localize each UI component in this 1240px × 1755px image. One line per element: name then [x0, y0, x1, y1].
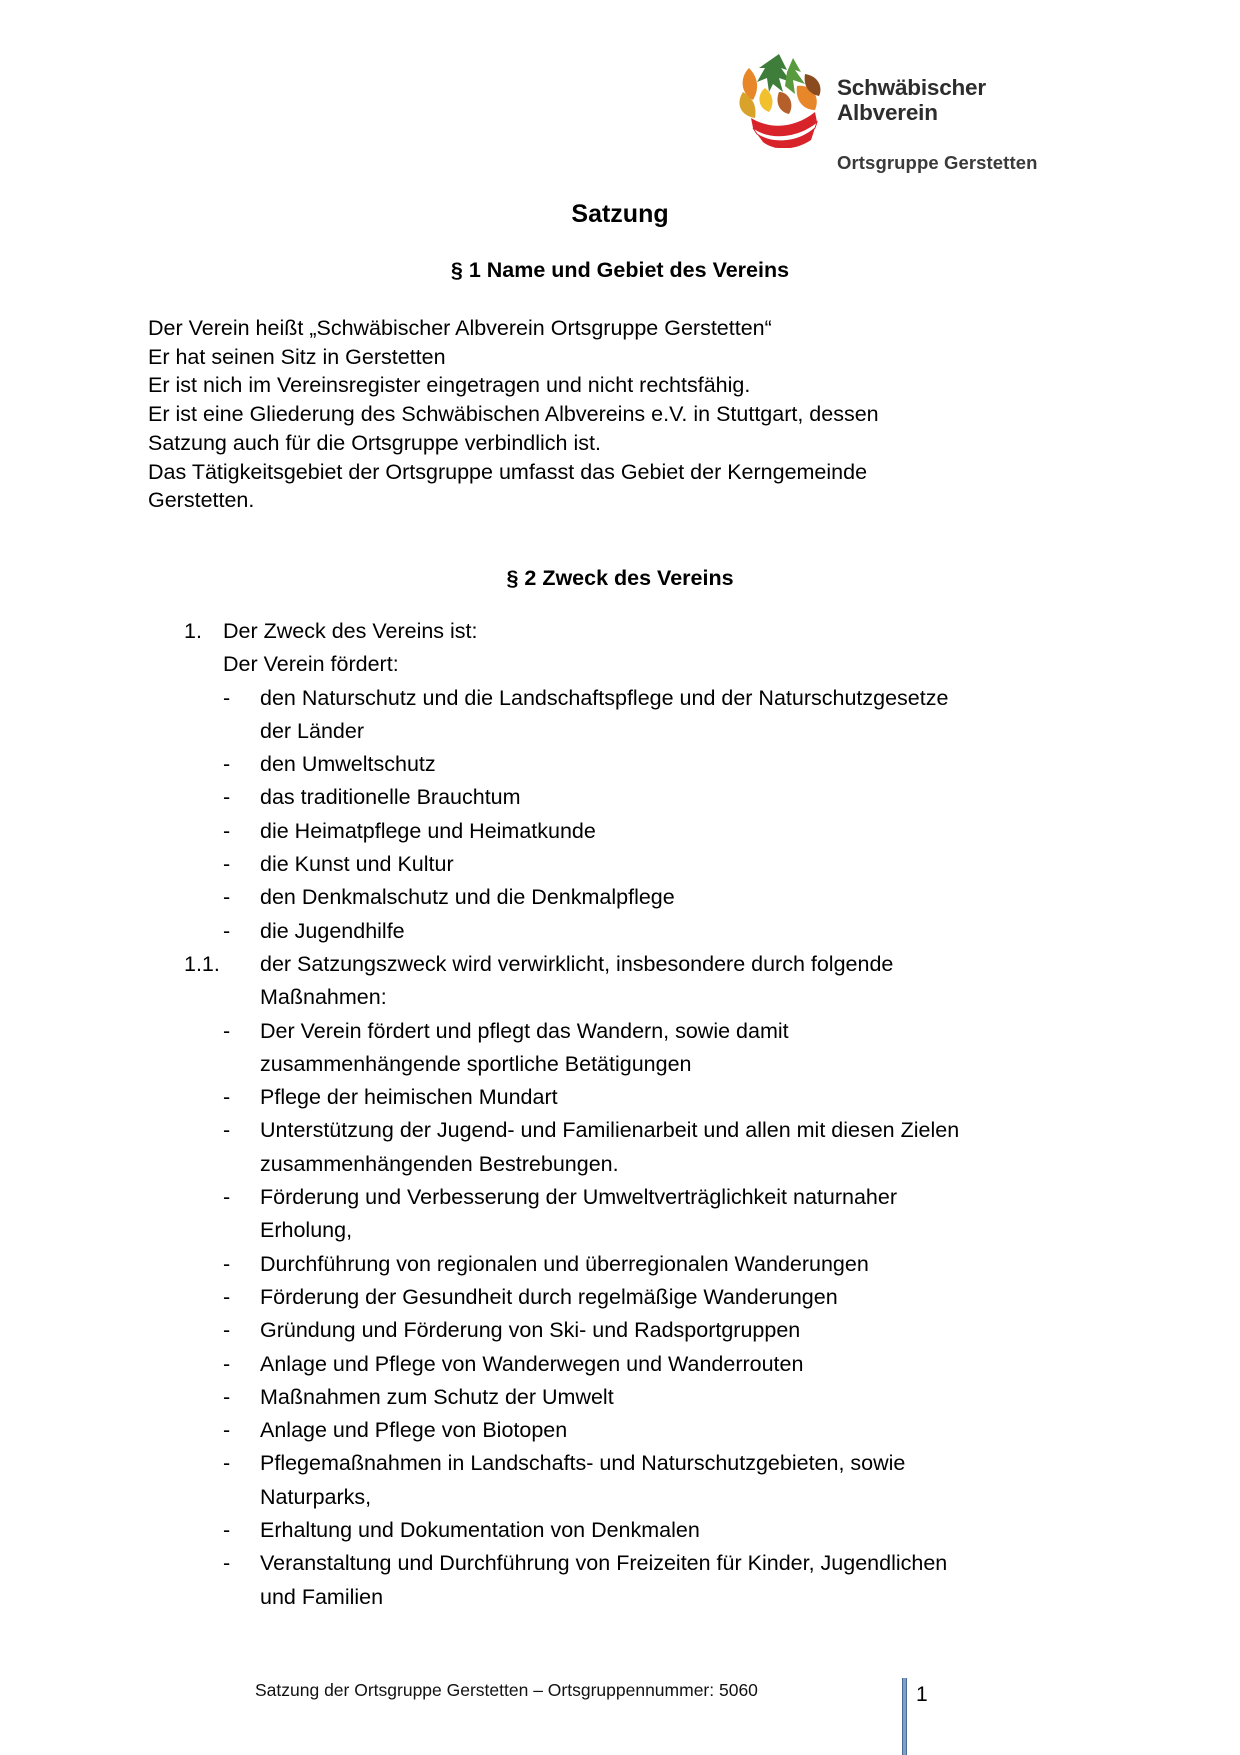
- bullet-text: Veranstaltung und Durchführung von Freizeiten für Kinder, Jugendlichen: [260, 1551, 948, 1576]
- bullet-item: [148, 1414, 1108, 1447]
- dash-marker: -: [223, 1551, 231, 1576]
- bullet-item: [148, 1281, 1108, 1314]
- section-1-line: Der Verein heißt „Schwäbischer Albverein Ortsgruppe Gerstetten“: [148, 316, 772, 340]
- bullet-text: die Heimatpflege und Heimatkunde: [260, 818, 596, 843]
- bullet-item: [148, 1348, 1108, 1381]
- bullet-text: Anlage und Pflege von Wanderwegen und Wanderrouten: [260, 1351, 804, 1376]
- bullet-text: Förderung der Gesundheit durch regelmäßige Wanderungen: [260, 1284, 838, 1309]
- bullet-item: [148, 781, 1108, 814]
- section-1-line: Gerstetten.: [148, 488, 255, 513]
- list-number: 1.: [184, 619, 202, 643]
- bullet-text: Förderung und Verbesserung der Umweltverträglichkeit naturnaher: [260, 1185, 897, 1210]
- logo-name: Schwäbischer Albverein: [837, 75, 986, 125]
- bullet-text: Erhaltung und Dokumentation von Denkmalen: [260, 1518, 700, 1543]
- measures-bullets: [148, 1015, 1108, 1614]
- bullet-text: zusammenhängenden Bestrebungen.: [260, 1151, 619, 1176]
- bullet-item-continued: [148, 1581, 1108, 1614]
- bullet-text: das traditionelle Brauchtum: [260, 785, 521, 810]
- purpose-bullets: [148, 682, 1108, 948]
- section-2-list: [148, 615, 1108, 1614]
- bullet-item: [148, 848, 1108, 881]
- list-subtext: Der Verein fördert:: [223, 652, 399, 677]
- bullet-item: [148, 682, 1108, 715]
- dash-marker: -: [223, 1318, 231, 1343]
- bullet-text: Naturparks,: [260, 1484, 372, 1509]
- bullet-item-continued: [148, 1481, 1108, 1514]
- leaf-emblem-icon: [735, 48, 825, 148]
- bullet-item: [148, 1015, 1108, 1048]
- dash-marker: -: [223, 1518, 231, 1543]
- dash-marker: -: [223, 1118, 231, 1143]
- bullet-item-continued: [148, 715, 1108, 748]
- bullet-text: Erholung,: [260, 1218, 353, 1243]
- section-1-line: Satzung auch für die Ortsgruppe verbindlich ist.: [148, 430, 601, 455]
- dash-marker: -: [223, 685, 231, 710]
- list-item-1: [148, 615, 1108, 648]
- bullet-text: Gründung und Förderung von Ski- und Radsportgruppen: [260, 1318, 801, 1343]
- footer-text: Satzung der Ortsgruppe Gerstetten – Ortsgruppennummer: 5060: [255, 1680, 758, 1700]
- list-item-text: der Satzungszweck wird verwirklicht, insbesondere durch folgende: [260, 951, 894, 976]
- dash-marker: -: [223, 785, 231, 810]
- bullet-text: Durchführung von regionalen und überregionalen Wanderungen: [260, 1251, 869, 1276]
- bullet-text: Maßnahmen zum Schutz der Umwelt: [260, 1384, 614, 1409]
- dash-marker: -: [223, 1018, 231, 1043]
- document-title: Satzung: [571, 200, 669, 228]
- bullet-text: Pflegemaßnahmen in Landschafts- und Naturschutzgebieten, sowie: [260, 1451, 906, 1476]
- bullet-text: Anlage und Pflege von Biotopen: [260, 1418, 568, 1443]
- section-1-body: [148, 314, 1108, 515]
- list-item-1-1: [148, 948, 1108, 981]
- bullet-item-continued: [148, 1048, 1108, 1081]
- page-number: 1: [916, 1683, 928, 1706]
- bullet-text: den Denkmalschutz und die Denkmalpflege: [260, 885, 675, 910]
- dash-marker: -: [223, 918, 231, 943]
- dash-marker: -: [223, 1185, 231, 1210]
- section-1-line: Er ist eine Gliederung des Schwäbischen Albvereins e.V. in Stuttgart, dessen: [148, 402, 879, 427]
- section-1-line: Das Tätigkeitsgebiet der Ortsgruppe umfasst das Gebiet der Kerngemeinde: [148, 459, 868, 484]
- section-1-heading: § 1 Name und Gebiet des Vereins: [450, 258, 790, 282]
- bullet-text: den Naturschutz und die Landschaftspflege und der Naturschutzgesetze: [260, 685, 949, 710]
- bullet-item: [148, 1381, 1108, 1414]
- dash-marker: -: [223, 1284, 231, 1309]
- bullet-item-continued: [148, 1148, 1108, 1181]
- bullet-text: zusammenhängende sportliche Betätigungen: [260, 1051, 692, 1076]
- bullet-item: [148, 1248, 1108, 1281]
- dash-marker: -: [223, 752, 231, 777]
- bullet-text: die Kunst und Kultur: [260, 852, 454, 877]
- footer-divider: [902, 1678, 907, 1755]
- bullet-text: und Familien: [260, 1584, 384, 1609]
- bullet-item: [148, 1447, 1108, 1480]
- bullet-text: Der Verein fördert und pflegt das Wandern, sowie damit: [260, 1018, 789, 1043]
- dash-marker: -: [223, 1251, 231, 1276]
- bullet-text: Pflege der heimischen Mundart: [260, 1085, 558, 1110]
- dash-marker: -: [223, 1418, 231, 1443]
- dash-marker: -: [223, 885, 231, 910]
- bullet-item: [148, 815, 1108, 848]
- section-1-line: Er ist nich im Vereinsregister eingetragen und nicht rechtsfähig.: [148, 373, 751, 398]
- list-number: 1.1.: [184, 951, 220, 976]
- bullet-item: [148, 915, 1108, 948]
- dash-marker: -: [223, 1085, 231, 1110]
- bullet-item: [148, 1547, 1108, 1580]
- bullet-text: den Umweltschutz: [260, 752, 436, 777]
- bullet-text: die Jugendhilfe: [260, 918, 405, 943]
- logo-subtitle: Ortsgruppe Gerstetten: [837, 152, 1038, 173]
- bullet-text: Unterstützung der Jugend- und Familienarbeit und allen mit diesen Zielen: [260, 1118, 960, 1143]
- dash-marker: -: [223, 852, 231, 877]
- dash-marker: -: [223, 1351, 231, 1376]
- bullet-item: [148, 1314, 1108, 1347]
- list-item-text-continued: Maßnahmen:: [260, 985, 387, 1010]
- section-2-heading: § 2 Zweck des Vereins: [506, 566, 734, 590]
- bullet-item: [148, 881, 1108, 914]
- bullet-item: [148, 1181, 1108, 1214]
- bullet-item: [148, 1114, 1108, 1147]
- albverein-logo: [735, 48, 1065, 180]
- dash-marker: -: [223, 1384, 231, 1409]
- bullet-item: [148, 748, 1108, 781]
- bullet-item: [148, 1081, 1108, 1114]
- bullet-item-continued: [148, 1214, 1108, 1247]
- dash-marker: -: [223, 1451, 231, 1476]
- section-1-line: Er hat seinen Sitz in Gerstetten: [148, 344, 446, 369]
- bullet-item: [148, 1514, 1108, 1547]
- list-item-text: Der Zweck des Vereins ist:: [223, 619, 478, 643]
- bullet-text: der Länder: [260, 718, 364, 743]
- dash-marker: -: [223, 818, 231, 843]
